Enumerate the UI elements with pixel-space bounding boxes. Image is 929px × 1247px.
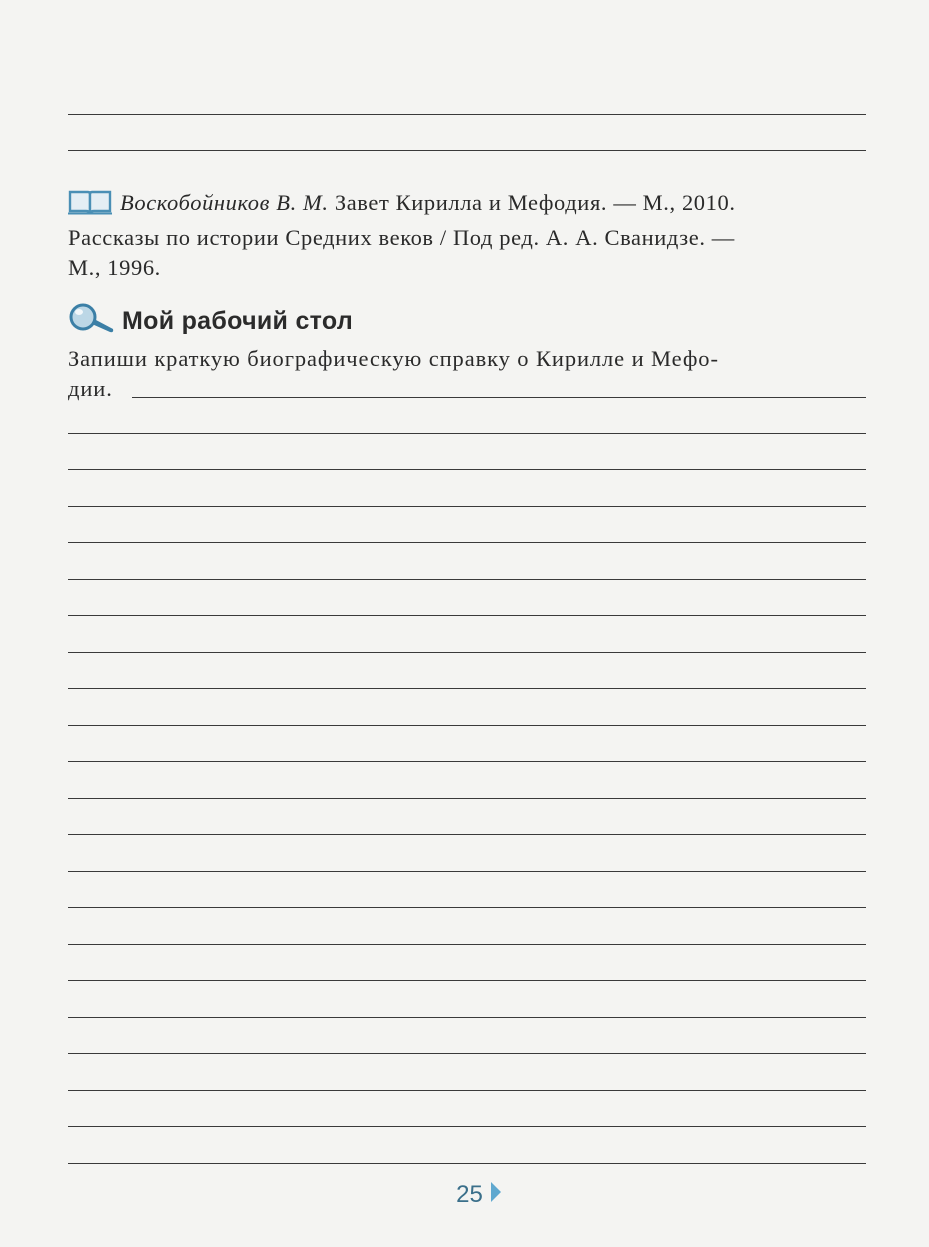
answer-line[interactable]: [68, 579, 866, 580]
answer-line[interactable]: [68, 944, 866, 945]
task-text: [68, 344, 868, 404]
book-title: Завет Кирилла и Мефодия. — М., 2010.: [334, 190, 736, 215]
answer-line[interactable]: [68, 725, 866, 726]
answer-line[interactable]: [68, 506, 866, 507]
answer-line[interactable]: [68, 652, 866, 653]
answer-line[interactable]: [68, 542, 866, 543]
answer-line[interactable]: [68, 798, 866, 799]
answer-line[interactable]: [68, 433, 866, 434]
bibliography-line: [68, 188, 868, 223]
page-footer: [0, 1180, 929, 1209]
section-heading: [68, 303, 353, 339]
answer-line[interactable]: [68, 615, 866, 616]
task-line: Запиши краткую биографическую справку о Кирилле и Мефо-: [68, 346, 719, 371]
bibliography-line: М., 1996.: [68, 255, 161, 280]
answer-line[interactable]: [68, 871, 866, 872]
answer-line[interactable]: [68, 834, 866, 835]
bibliography-block: [68, 188, 868, 283]
writing-line[interactable]: [68, 150, 866, 151]
answer-line[interactable]: [68, 1126, 866, 1127]
answer-line[interactable]: [68, 469, 866, 470]
page-number: 25: [456, 1180, 483, 1208]
bibliography-line: Рассказы по истории Средних веков / Под ред. А. А. Сванидзе. —: [68, 225, 735, 250]
task-line: дии.: [68, 376, 113, 401]
answer-line[interactable]: [132, 397, 866, 398]
answer-line[interactable]: [68, 1090, 866, 1091]
book-author: Воскобойников В. М.: [120, 190, 329, 215]
answer-line[interactable]: [68, 1017, 866, 1018]
answer-line[interactable]: [68, 1163, 866, 1164]
answer-line[interactable]: [68, 761, 866, 762]
section-title: Мой рабочий стол: [122, 306, 354, 335]
answer-line[interactable]: [68, 907, 866, 908]
next-page-arrow-icon[interactable]: [489, 1180, 503, 1209]
book-icon: [68, 189, 112, 223]
writing-line[interactable]: [68, 114, 866, 115]
magnifier-icon: [68, 302, 116, 341]
answer-line[interactable]: [68, 980, 866, 981]
answer-line[interactable]: [68, 688, 866, 689]
answer-line[interactable]: [68, 1053, 866, 1054]
